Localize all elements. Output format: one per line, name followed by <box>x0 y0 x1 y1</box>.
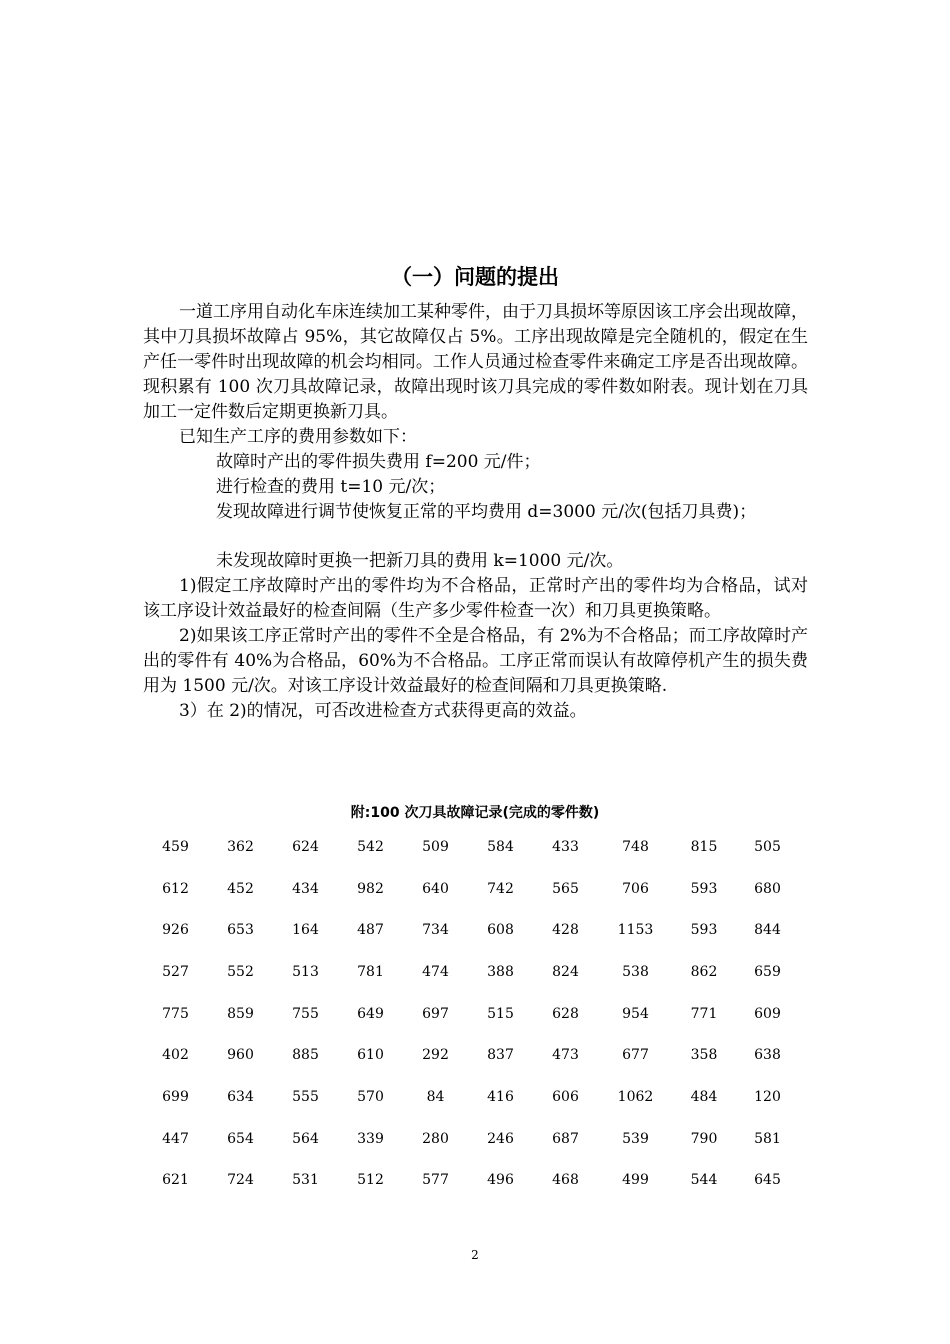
param-k: 未发现故障时更换一把新刀具的费用 k=1000 元/次。 <box>216 551 624 571</box>
table-cell: 982 <box>357 880 384 897</box>
param-d: 发现故障进行调节使恢复正常的平均费用 d=3000 元/次(包括刀具费)； <box>216 502 757 522</box>
table-row <box>143 909 800 951</box>
table-cell: 621 <box>162 1172 189 1189</box>
table-cell: 624 <box>292 838 319 855</box>
table-cell: 84 <box>426 1088 445 1105</box>
table-cell: 362 <box>227 838 254 855</box>
table-cell: 697 <box>422 1005 449 1022</box>
table-cell: 677 <box>622 1047 649 1064</box>
question-2: 2)如果该工序正常时产出的零件不全是合格品，有 2%为不合格品；而工序故障时产出的零件有 40%为合格品，60%为不合格品。工序正常而误认有故障停机产生的损失费用为 1500 元/次。对该工序设计效益最好的检查间隔和刀具更换策略. <box>143 626 808 696</box>
table-row <box>143 1160 800 1202</box>
table-cell: 452 <box>227 880 254 897</box>
table-cell: 628 <box>552 1005 579 1022</box>
table-cell: 771 <box>690 1005 718 1022</box>
table-cell: 584 <box>487 838 514 855</box>
table-cell: 280 <box>422 1130 449 1147</box>
table-cell: 609 <box>754 1005 781 1022</box>
table-cell: 790 <box>690 1130 718 1147</box>
table-cell: 645 <box>754 1172 781 1189</box>
table-cell: 612 <box>162 880 189 897</box>
table-cell: 687 <box>552 1130 579 1147</box>
table-cell: 638 <box>754 1047 781 1064</box>
section-title: （一）问题的提出 <box>391 265 559 289</box>
table-cell: 402 <box>162 1047 189 1064</box>
param-f: 故障时产出的零件损失费用 f=200 元/件； <box>216 452 541 472</box>
table-cell: 515 <box>487 1005 514 1022</box>
table-cell: 593 <box>690 922 718 939</box>
table-row <box>143 1076 800 1118</box>
table-cell: 734 <box>422 922 449 939</box>
paragraph-problem: 一道工序用自动化车床连续加工某种零件，由于刀具损坏等原因该工序会出现故障，其中刀具损坏故障占 95%，其它故障仅占 5%。工序出现故障是完全随机的，假定在生产任一零件时出现故障的机会均相同。工作人员通过检查零件来确定工序是否出现故障。现积累有 100 次刀具故障记录，故障出现时该刀具完成的零件数如附表。现计划在刀具加工一定件数后定期更换新刀具。 <box>143 302 808 422</box>
table-cell: 416 <box>487 1088 514 1105</box>
table-cell: 499 <box>622 1172 649 1189</box>
table-cell: 837 <box>487 1047 514 1064</box>
paragraph-gap <box>143 525 808 549</box>
table-cell: 577 <box>422 1172 449 1189</box>
table-cell: 509 <box>422 838 449 855</box>
table-row <box>143 951 800 993</box>
table-cell: 484 <box>690 1088 718 1105</box>
table-cell: 610 <box>357 1047 384 1064</box>
table-cell: 544 <box>690 1172 718 1189</box>
question-3: 3）在 2)的情况，可否改进检查方式获得更高的效益。 <box>179 701 587 721</box>
table-cell: 459 <box>162 838 189 855</box>
table-cell: 640 <box>422 880 449 897</box>
table-cell: 487 <box>357 922 384 939</box>
table-cell: 468 <box>552 1172 579 1189</box>
table-cell: 706 <box>622 880 649 897</box>
table-cell: 954 <box>622 1005 649 1022</box>
table-cell: 649 <box>357 1005 384 1022</box>
table-cell: 527 <box>162 963 189 980</box>
table-cell: 824 <box>552 963 579 980</box>
table-cell: 564 <box>292 1130 319 1147</box>
table-row <box>143 868 800 910</box>
table-cell: 926 <box>162 922 189 939</box>
table-cell: 659 <box>754 963 781 980</box>
table-cell: 434 <box>292 880 319 897</box>
table-cell: 474 <box>422 963 449 980</box>
table-cell: 1062 <box>617 1088 654 1105</box>
table-cell: 447 <box>162 1130 189 1147</box>
table-cell: 815 <box>690 838 718 855</box>
table-cell: 542 <box>357 838 384 855</box>
table-cell: 755 <box>292 1005 319 1022</box>
table-cell: 555 <box>292 1088 319 1105</box>
table-cell: 862 <box>690 963 718 980</box>
table-cell: 120 <box>754 1088 781 1105</box>
table-cell: 960 <box>227 1047 254 1064</box>
table-cell: 680 <box>754 880 781 897</box>
table-cell: 634 <box>227 1088 254 1105</box>
table-title: 附:100 次刀具故障记录(完成的零件数) <box>350 805 600 821</box>
table-cell: 512 <box>357 1172 384 1189</box>
table-cell: 593 <box>690 880 718 897</box>
table-cell: 428 <box>552 922 579 939</box>
paragraph-cost-intro: 已知生产工序的费用参数如下： <box>179 427 417 447</box>
table-cell: 539 <box>622 1130 649 1147</box>
table-cell: 570 <box>357 1088 384 1105</box>
table-cell: 496 <box>487 1172 514 1189</box>
table-cell: 339 <box>357 1130 384 1147</box>
table-cell: 653 <box>227 922 254 939</box>
table-cell: 565 <box>552 880 579 897</box>
table-cell: 513 <box>292 963 319 980</box>
table-row <box>143 1034 800 1076</box>
table-cell: 552 <box>227 963 254 980</box>
table-cell: 742 <box>487 880 514 897</box>
table-cell: 781 <box>357 963 384 980</box>
table-row <box>143 1118 800 1160</box>
table-body <box>143 826 800 1201</box>
failure-record-table <box>143 826 800 1201</box>
table-cell: 606 <box>552 1088 579 1105</box>
table-cell: 531 <box>292 1172 319 1189</box>
question-1: 1)假定工序故障时产出的零件均为不合格品，正常时产出的零件均为合格品，试对该工序设计效益最好的检查间隔（生产多少零件检查一次）和刀具更换策略。 <box>143 576 808 621</box>
table-cell: 246 <box>487 1130 514 1147</box>
table-cell: 844 <box>754 922 781 939</box>
param-t: 进行检查的费用 t=10 元/次； <box>216 477 446 497</box>
table-cell: 885 <box>292 1047 319 1064</box>
table-cell: 748 <box>622 838 649 855</box>
table-cell: 859 <box>227 1005 254 1022</box>
table-cell: 358 <box>690 1047 718 1064</box>
page-number: 2 <box>471 1248 479 1262</box>
table-cell: 388 <box>487 963 514 980</box>
table-cell: 505 <box>754 838 781 855</box>
table-row <box>143 993 800 1035</box>
table-cell: 699 <box>162 1088 189 1105</box>
table-cell: 538 <box>622 963 649 980</box>
table-cell: 654 <box>227 1130 254 1147</box>
table-cell: 724 <box>227 1172 254 1189</box>
table-cell: 608 <box>487 922 514 939</box>
table-cell: 433 <box>552 838 579 855</box>
table-cell: 581 <box>754 1130 781 1147</box>
table-cell: 292 <box>422 1047 449 1064</box>
table-cell: 164 <box>292 922 319 939</box>
table-cell: 473 <box>552 1047 579 1064</box>
table-cell: 775 <box>162 1005 189 1022</box>
table-row <box>143 826 800 868</box>
table-cell: 1153 <box>617 922 654 939</box>
body-text <box>143 300 808 724</box>
